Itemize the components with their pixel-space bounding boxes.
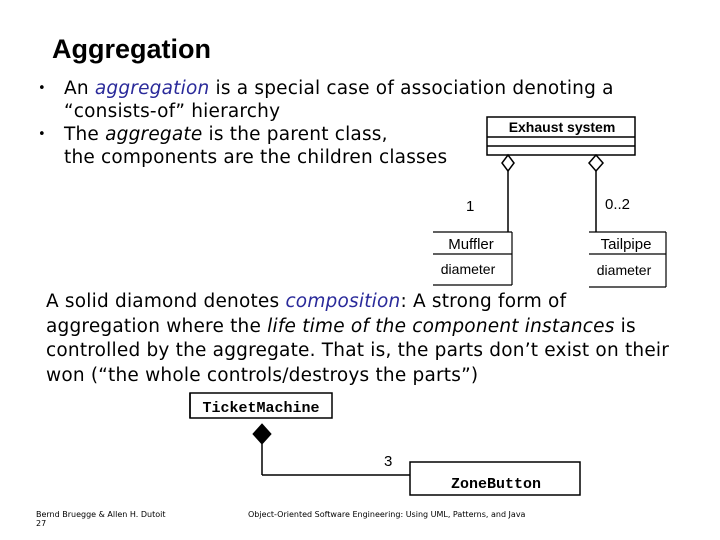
solid-diamond-icon [253,424,271,444]
bullet-aggregate: • The aggregate is the parent class, the components are the children classes [38,124,448,168]
muffler-attribute: diameter [440,261,496,277]
term-composition: composition [285,291,401,312]
bullet-dot: • [38,127,46,142]
ticket-machine-label: TicketMachine [202,400,320,417]
aggregation-link-muffler [502,155,514,232]
aggregation-link-tailpipe [589,155,603,232]
tailpipe-class [589,232,666,287]
footer-authors: Bernd Bruegge & Allen H. Dutoit 27 [36,510,166,528]
ticket-machine-class [190,393,332,418]
muffler-label: Muffler [448,236,494,253]
muffler-class [433,232,512,285]
slide-title: Aggregation [52,34,211,64]
footer-book-title: Object-Oriented Software Engineering: Using UML, Patterns, and Java [248,510,526,519]
hollow-diamond-icon [502,155,514,171]
composition-paragraph: A solid diamond denotes composition: A strong form of aggregation where the life time of the component instances is controlled by the aggregate. That is, the parts don’t exist on their won (“the whole controls/destroys the parts”) [46,291,670,386]
multiplicity-muffler: 1 [466,198,475,215]
life-time-phrase: life time of the component instances [267,315,615,337]
exhaust-system-class [487,117,635,155]
bullet-dot: • [38,81,46,96]
term-aggregate: aggregate [105,124,203,145]
term-aggregation: aggregation [94,78,210,99]
multiplicity-zone-button: 3 [384,453,393,470]
tailpipe-label: Tailpipe [600,236,652,253]
multiplicity-tailpipe: 0..2 [605,196,631,213]
hollow-diamond-icon [589,155,603,171]
page-number: 27 [36,519,47,528]
bullet-aggregation: • An aggregation is a special case of association denoting a “consists-of” hierarchy [38,78,614,122]
zone-button-class [410,462,580,495]
exhaust-system-label: Exhaust system [508,119,616,135]
tailpipe-attribute: diameter [596,262,652,278]
zone-button-label: ZoneButton [450,476,542,493]
